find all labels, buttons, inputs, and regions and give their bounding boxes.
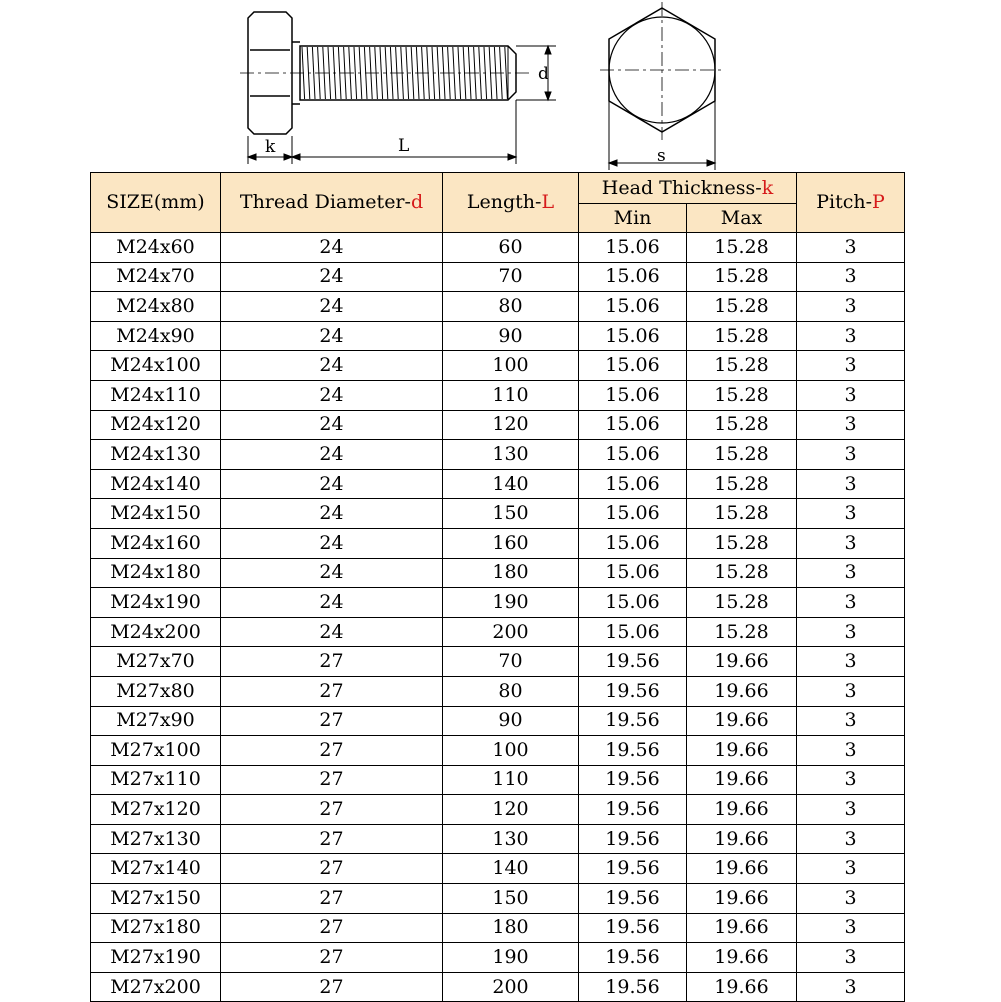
cell-head-min: 15.06 [579,292,687,322]
cell-length: 100 [443,736,579,766]
cell-size: M27x70 [91,647,221,677]
cell-thread-diameter: 24 [221,410,443,440]
cell-size: M24x70 [91,262,221,292]
header-head-thickness-symbol: k [761,176,774,199]
cell-length: 110 [443,765,579,795]
cell-thread-diameter: 27 [221,647,443,677]
cell-size: M24x100 [91,351,221,381]
cell-size: M27x130 [91,824,221,854]
cell-size: M24x200 [91,617,221,647]
cell-size: M24x140 [91,469,221,499]
cell-head-max: 19.66 [687,676,797,706]
cell-head-min: 19.56 [579,913,687,943]
cell-thread-diameter: 27 [221,795,443,825]
cell-head-min: 19.56 [579,795,687,825]
cell-pitch: 3 [797,440,905,470]
cell-pitch: 3 [797,706,905,736]
cell-head-max: 19.66 [687,884,797,914]
cell-length: 140 [443,469,579,499]
cell-thread-diameter: 27 [221,913,443,943]
header-thread-diameter-text: Thread Diameter- [239,191,411,213]
cell-head-min: 15.06 [579,321,687,351]
cell-length: 100 [443,351,579,381]
bolt-end-view [600,2,724,140]
cell-thread-diameter: 27 [221,676,443,706]
cell-length: 190 [443,588,579,618]
cell-thread-diameter: 27 [221,706,443,736]
cell-length: 180 [443,558,579,588]
table-row [91,824,905,854]
cell-head-max: 19.66 [687,854,797,884]
cell-thread-diameter: 27 [221,943,443,973]
header-pitch-symbol: P [872,191,885,213]
table-row [91,262,905,292]
cell-pitch: 3 [797,380,905,410]
cell-pitch: 3 [797,676,905,706]
cell-pitch: 3 [797,913,905,943]
cell-length: 90 [443,321,579,351]
cell-thread-diameter: 27 [221,824,443,854]
cell-size: M24x190 [91,588,221,618]
cell-head-min: 19.56 [579,854,687,884]
cell-head-min: 15.06 [579,233,687,263]
cell-thread-diameter: 27 [221,972,443,1002]
table-row [91,499,905,529]
table-row [91,351,905,381]
table-row [91,233,905,263]
cell-size: M24x150 [91,499,221,529]
table-row [91,972,905,1002]
cell-head-max: 15.28 [687,380,797,410]
table-row [91,440,905,470]
cell-pitch: 3 [797,233,905,263]
header-head-thickness-text: Head Thickness- [601,176,762,199]
cell-size: M27x90 [91,706,221,736]
cell-pitch: 3 [797,647,905,677]
label-d: d [538,64,549,84]
cell-length: 70 [443,647,579,677]
cell-size: M24x60 [91,233,221,263]
cell-thread-diameter: 24 [221,440,443,470]
header-pitch [797,173,905,233]
cell-length: 110 [443,380,579,410]
table-row [91,588,905,618]
cell-length: 80 [443,292,579,322]
header-size: SIZE(mm) [91,173,221,233]
cell-head-min: 15.06 [579,499,687,529]
cell-head-max: 19.66 [687,647,797,677]
cell-thread-diameter: 24 [221,469,443,499]
cell-head-max: 15.28 [687,499,797,529]
cell-head-min: 19.56 [579,943,687,973]
label-L: L [398,136,410,156]
table-header [91,173,905,233]
cell-length: 120 [443,410,579,440]
table-row [91,884,905,914]
cell-pitch: 3 [797,943,905,973]
cell-head-min: 15.06 [579,380,687,410]
cell-head-min: 15.06 [579,469,687,499]
cell-pitch: 3 [797,262,905,292]
table-row [91,795,905,825]
table-row [91,943,905,973]
table-row [91,647,905,677]
cell-pitch: 3 [797,410,905,440]
header-length-text: Length- [466,191,542,213]
cell-thread-diameter: 24 [221,262,443,292]
header-max: Max [687,204,797,233]
cell-head-max: 19.66 [687,913,797,943]
cell-thread-diameter: 27 [221,765,443,795]
cell-head-min: 19.56 [579,736,687,766]
cell-pitch: 3 [797,528,905,558]
cell-pitch: 3 [797,499,905,529]
cell-pitch: 3 [797,321,905,351]
cell-head-max: 15.28 [687,528,797,558]
cell-pitch: 3 [797,292,905,322]
cell-head-max: 19.66 [687,765,797,795]
cell-thread-diameter: 24 [221,617,443,647]
cell-thread-diameter: 27 [221,854,443,884]
cell-length: 130 [443,440,579,470]
table-row [91,410,905,440]
table-row [91,913,905,943]
header-length-symbol: L [541,191,555,213]
label-s: s [657,146,666,166]
cell-size: M27x140 [91,854,221,884]
cell-length: 150 [443,884,579,914]
cell-head-min: 15.06 [579,410,687,440]
table-row [91,765,905,795]
cell-pitch: 3 [797,736,905,766]
cell-head-max: 15.28 [687,617,797,647]
cell-length: 190 [443,943,579,973]
cell-length: 140 [443,854,579,884]
header-thread-diameter [221,173,443,233]
bolt-technical-drawing [0,0,1001,172]
cell-head-max: 15.28 [687,262,797,292]
table-row [91,292,905,322]
cell-head-min: 19.56 [579,676,687,706]
cell-size: M27x200 [91,972,221,1002]
table-row [91,528,905,558]
table-body [91,233,905,1002]
cell-thread-diameter: 24 [221,292,443,322]
table-row [91,617,905,647]
table-row [91,736,905,766]
cell-length: 200 [443,617,579,647]
cell-size: M24x120 [91,410,221,440]
cell-head-min: 19.56 [579,972,687,1002]
cell-length: 90 [443,706,579,736]
cell-thread-diameter: 24 [221,321,443,351]
table-row [91,706,905,736]
bolt-side-view [240,12,530,134]
cell-head-min: 19.56 [579,824,687,854]
cell-pitch: 3 [797,351,905,381]
cell-head-max: 15.28 [687,292,797,322]
cell-size: M27x120 [91,795,221,825]
bolt-spec-table [90,172,905,1002]
cell-head-min: 15.06 [579,528,687,558]
cell-thread-diameter: 24 [221,233,443,263]
header-thread-diameter-symbol: d [410,191,424,213]
cell-head-max: 19.66 [687,706,797,736]
cell-pitch: 3 [797,469,905,499]
header-pitch-text: Pitch- [816,191,872,213]
cell-pitch: 3 [797,558,905,588]
cell-size: M27x110 [91,765,221,795]
cell-head-max: 15.28 [687,440,797,470]
cell-size: M24x110 [91,380,221,410]
cell-pitch: 3 [797,854,905,884]
cell-thread-diameter: 24 [221,351,443,381]
header-min: Min [579,204,687,233]
cell-thread-diameter: 27 [221,884,443,914]
table-row [91,469,905,499]
table-row [91,854,905,884]
cell-thread-diameter: 24 [221,558,443,588]
cell-length: 150 [443,499,579,529]
cell-head-max: 19.66 [687,972,797,1002]
cell-head-min: 15.06 [579,440,687,470]
cell-size: M27x190 [91,943,221,973]
table-row [91,321,905,351]
cell-size: M27x100 [91,736,221,766]
table-row [91,676,905,706]
cell-head-min: 15.06 [579,351,687,381]
cell-head-max: 15.28 [687,410,797,440]
cell-head-max: 15.28 [687,588,797,618]
cell-pitch: 3 [797,884,905,914]
cell-length: 60 [443,233,579,263]
cell-head-max: 19.66 [687,795,797,825]
cell-head-min: 19.56 [579,765,687,795]
cell-length: 80 [443,676,579,706]
cell-head-max: 15.28 [687,233,797,263]
cell-head-min: 15.06 [579,588,687,618]
cell-size: M27x150 [91,884,221,914]
cell-head-max: 19.66 [687,824,797,854]
cell-size: M27x80 [91,676,221,706]
cell-head-max: 19.66 [687,736,797,766]
cell-pitch: 3 [797,765,905,795]
cell-size: M24x90 [91,321,221,351]
header-length [443,173,579,233]
cell-size: M24x180 [91,558,221,588]
label-k: k [265,137,276,157]
cell-pitch: 3 [797,972,905,1002]
cell-size: M24x130 [91,440,221,470]
cell-thread-diameter: 24 [221,588,443,618]
cell-size: M24x80 [91,292,221,322]
cell-thread-diameter: 27 [221,736,443,766]
cell-head-min: 19.56 [579,647,687,677]
cell-length: 180 [443,913,579,943]
cell-head-min: 15.06 [579,262,687,292]
header-head-thickness [579,173,797,204]
cell-head-max: 15.28 [687,321,797,351]
cell-head-max: 15.28 [687,469,797,499]
cell-head-min: 15.06 [579,617,687,647]
cell-head-min: 19.56 [579,706,687,736]
cell-head-max: 19.66 [687,943,797,973]
cell-pitch: 3 [797,824,905,854]
cell-length: 70 [443,262,579,292]
cell-size: M27x180 [91,913,221,943]
cell-length: 160 [443,528,579,558]
cell-head-max: 15.28 [687,558,797,588]
cell-length: 120 [443,795,579,825]
cell-pitch: 3 [797,795,905,825]
cell-pitch: 3 [797,588,905,618]
cell-length: 130 [443,824,579,854]
cell-head-max: 15.28 [687,351,797,381]
cell-head-min: 15.06 [579,558,687,588]
table-row [91,380,905,410]
cell-size: M24x160 [91,528,221,558]
cell-pitch: 3 [797,617,905,647]
cell-length: 200 [443,972,579,1002]
cell-thread-diameter: 24 [221,528,443,558]
cell-thread-diameter: 24 [221,380,443,410]
cell-thread-diameter: 24 [221,499,443,529]
table-row [91,558,905,588]
cell-head-min: 19.56 [579,884,687,914]
